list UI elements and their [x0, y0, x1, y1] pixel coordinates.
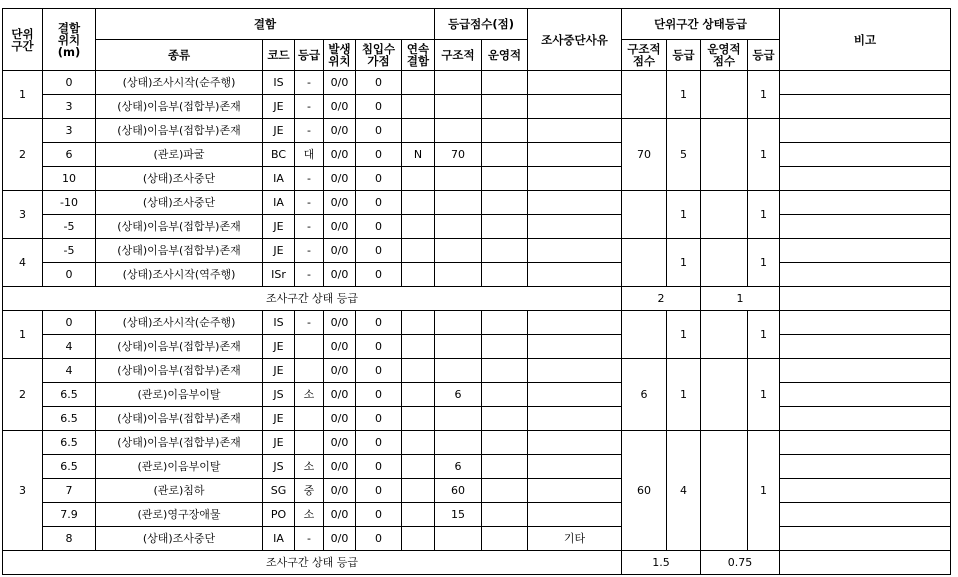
- unit-struct-score-cell: 60: [622, 431, 667, 551]
- header-occur: 발생 위치: [324, 40, 356, 71]
- type-cell: (상태)이음부(접합부)존재: [96, 407, 263, 431]
- oper-cell: [482, 407, 528, 431]
- unit-oper-score-cell: [701, 311, 748, 359]
- infil-cell: 0: [356, 431, 402, 455]
- table-row: [3, 191, 951, 215]
- table-row: [3, 455, 951, 479]
- type-cell: (상태)조사시작(순주행): [96, 311, 263, 335]
- infil-cell: 0: [356, 455, 402, 479]
- position-cell: 0: [43, 263, 96, 287]
- code-cell: ISr: [263, 263, 295, 287]
- infil-cell: 0: [356, 71, 402, 95]
- code-cell: JE: [263, 215, 295, 239]
- struct-cell: [435, 311, 482, 335]
- stop-cell: [528, 479, 622, 503]
- type-cell: (상태)이음부(접합부)존재: [96, 95, 263, 119]
- summary-struct-grade: 2: [622, 287, 701, 311]
- cont-cell: [402, 527, 435, 551]
- unit-struct-score-cell: [622, 239, 667, 287]
- unit-grade-cell: 1: [667, 71, 701, 119]
- occur-cell: 0/0: [324, 359, 356, 383]
- code-cell: IA: [263, 167, 295, 191]
- type-cell: (상태)조사시작(순주행): [96, 71, 263, 95]
- header-cont: 연속 결함: [402, 40, 435, 71]
- infil-cell: 0: [356, 263, 402, 287]
- oper-cell: [482, 119, 528, 143]
- cont-cell: [402, 95, 435, 119]
- summary-oper-grade: 0.75: [701, 551, 780, 575]
- note-cell: [780, 383, 951, 407]
- unit-oper-score-cell: [701, 359, 748, 431]
- oper-cell: [482, 479, 528, 503]
- unit-cell: 1: [3, 71, 43, 119]
- occur-cell: 0/0: [324, 335, 356, 359]
- grade-cell: [295, 359, 324, 383]
- summary-label: 조사구간 상태 등급: [3, 551, 622, 575]
- occur-cell: 0/0: [324, 167, 356, 191]
- type-cell: (상태)조사중단: [96, 527, 263, 551]
- infil-cell: 0: [356, 383, 402, 407]
- position-cell: 7: [43, 479, 96, 503]
- note-cell: [780, 359, 951, 383]
- stop-cell: [528, 215, 622, 239]
- stop-cell: [528, 95, 622, 119]
- position-cell: 10: [43, 167, 96, 191]
- cont-cell: [402, 167, 435, 191]
- note-cell: [780, 167, 951, 191]
- unit-grade-cell: 1: [667, 311, 701, 359]
- occur-cell: 0/0: [324, 215, 356, 239]
- struct-cell: [435, 71, 482, 95]
- header-unit-grade: 단위구간 상태등급: [622, 9, 780, 40]
- cont-cell: [402, 359, 435, 383]
- header-oper-score: 운영적 점수: [701, 40, 748, 71]
- infil-cell: 0: [356, 191, 402, 215]
- note-cell: [780, 215, 951, 239]
- position-cell: 8: [43, 527, 96, 551]
- cont-cell: [402, 71, 435, 95]
- occur-cell: 0/0: [324, 479, 356, 503]
- occur-cell: 0/0: [324, 431, 356, 455]
- infil-cell: 0: [356, 311, 402, 335]
- occur-cell: 0/0: [324, 71, 356, 95]
- stop-cell: [528, 167, 622, 191]
- stop-cell: [528, 311, 622, 335]
- cont-cell: [402, 455, 435, 479]
- struct-cell: [435, 215, 482, 239]
- position-cell: 3: [43, 95, 96, 119]
- code-cell: JS: [263, 383, 295, 407]
- table-row: [3, 383, 951, 407]
- grade-cell: -: [295, 215, 324, 239]
- header-oper: 운영적: [482, 40, 528, 71]
- struct-cell: [435, 431, 482, 455]
- table-row: [3, 71, 951, 95]
- cont-cell: [402, 431, 435, 455]
- table-row: [3, 311, 951, 335]
- stop-cell: [528, 503, 622, 527]
- table-row: [3, 407, 951, 431]
- unit-oper-grade-cell: 1: [748, 359, 780, 431]
- cont-cell: [402, 263, 435, 287]
- infil-cell: 0: [356, 143, 402, 167]
- occur-cell: 0/0: [324, 503, 356, 527]
- oper-cell: [482, 167, 528, 191]
- table-row: [3, 335, 951, 359]
- position-cell: 4: [43, 335, 96, 359]
- grade-cell: [295, 407, 324, 431]
- cont-cell: [402, 239, 435, 263]
- table-row: [3, 239, 951, 263]
- note-cell: [780, 311, 951, 335]
- type-cell: (상태)이음부(접합부)존재: [96, 215, 263, 239]
- header-struct-score: 구조적 점수: [622, 40, 667, 71]
- stop-cell: [528, 143, 622, 167]
- stop-cell: [528, 335, 622, 359]
- code-cell: JE: [263, 335, 295, 359]
- occur-cell: 0/0: [324, 95, 356, 119]
- type-cell: (관로)영구장애물: [96, 503, 263, 527]
- type-cell: (상태)이음부(접합부)존재: [96, 239, 263, 263]
- grade-cell: -: [295, 119, 324, 143]
- code-cell: PO: [263, 503, 295, 527]
- type-cell: (상태)이음부(접합부)존재: [96, 359, 263, 383]
- header-struct: 구조적: [435, 40, 482, 71]
- grade-cell: -: [295, 191, 324, 215]
- infil-cell: 0: [356, 239, 402, 263]
- summary-note: [780, 551, 951, 575]
- infil-cell: 0: [356, 119, 402, 143]
- note-cell: [780, 239, 951, 263]
- grade-cell: -: [295, 95, 324, 119]
- summary-row: [3, 551, 951, 575]
- type-cell: (관로)이음부이탈: [96, 383, 263, 407]
- note-cell: [780, 527, 951, 551]
- oper-cell: [482, 215, 528, 239]
- unit-cell: 2: [3, 119, 43, 191]
- type-cell: (관로)이음부이탈: [96, 455, 263, 479]
- code-cell: IA: [263, 527, 295, 551]
- code-cell: IS: [263, 311, 295, 335]
- struct-cell: [435, 119, 482, 143]
- oper-cell: [482, 143, 528, 167]
- summary-oper-grade: 1: [701, 287, 780, 311]
- grade-cell: 소: [295, 503, 324, 527]
- summary-note: [780, 287, 951, 311]
- struct-cell: 15: [435, 503, 482, 527]
- table-row: [3, 95, 951, 119]
- unit-oper-score-cell: [701, 71, 748, 119]
- occur-cell: 0/0: [324, 263, 356, 287]
- grade-cell: 중: [295, 479, 324, 503]
- stop-cell: [528, 263, 622, 287]
- note-cell: [780, 455, 951, 479]
- occur-cell: 0/0: [324, 239, 356, 263]
- infil-cell: 0: [356, 479, 402, 503]
- position-cell: 7.9: [43, 503, 96, 527]
- position-cell: 4: [43, 359, 96, 383]
- position-cell: 6: [43, 143, 96, 167]
- position-cell: 6.5: [43, 383, 96, 407]
- table-row: [3, 431, 951, 455]
- summary-label: 조사구간 상태 등급: [3, 287, 622, 311]
- oper-cell: [482, 191, 528, 215]
- position-cell: 6.5: [43, 431, 96, 455]
- header-grade: 등급: [295, 40, 324, 71]
- cont-cell: [402, 503, 435, 527]
- summary-row: [3, 287, 951, 311]
- infil-cell: 0: [356, 215, 402, 239]
- occur-cell: 0/0: [324, 455, 356, 479]
- type-cell: (상태)이음부(접합부)존재: [96, 431, 263, 455]
- position-cell: -10: [43, 191, 96, 215]
- position-cell: -5: [43, 215, 96, 239]
- header-defect: 결함: [96, 9, 435, 40]
- grade-cell: -: [295, 239, 324, 263]
- unit-struct-score-cell: [622, 311, 667, 359]
- unit-cell: 2: [3, 359, 43, 431]
- note-cell: [780, 95, 951, 119]
- code-cell: JE: [263, 359, 295, 383]
- oper-cell: [482, 431, 528, 455]
- grade-cell: -: [295, 263, 324, 287]
- grade-cell: 소: [295, 383, 324, 407]
- note-cell: [780, 119, 951, 143]
- struct-cell: [435, 407, 482, 431]
- stop-cell: [528, 383, 622, 407]
- table-row: [3, 527, 951, 551]
- cont-cell: [402, 215, 435, 239]
- table-row: [3, 359, 951, 383]
- unit-oper-grade-cell: 1: [748, 119, 780, 191]
- code-cell: JE: [263, 431, 295, 455]
- struct-cell: [435, 167, 482, 191]
- type-cell: (상태)이음부(접합부)존재: [96, 335, 263, 359]
- header-stop-reason: 조사중단사유: [528, 9, 622, 71]
- unit-oper-grade-cell: 1: [748, 431, 780, 551]
- note-cell: [780, 143, 951, 167]
- stop-cell: [528, 359, 622, 383]
- oper-cell: [482, 455, 528, 479]
- struct-cell: [435, 191, 482, 215]
- header-grade-2: 등급: [667, 40, 701, 71]
- struct-cell: 6: [435, 383, 482, 407]
- oper-cell: [482, 359, 528, 383]
- code-cell: BC: [263, 143, 295, 167]
- code-cell: JE: [263, 119, 295, 143]
- position-cell: 6.5: [43, 407, 96, 431]
- header-grade-score: 등급점수(점): [435, 9, 528, 40]
- occur-cell: 0/0: [324, 383, 356, 407]
- stop-cell: [528, 119, 622, 143]
- unit-grade-cell: 1: [667, 359, 701, 431]
- header-code: 코드: [263, 40, 295, 71]
- cont-cell: [402, 335, 435, 359]
- stop-cell: [528, 71, 622, 95]
- cont-cell: N: [402, 143, 435, 167]
- grade-cell: -: [295, 71, 324, 95]
- struct-cell: [435, 239, 482, 263]
- oper-cell: [482, 335, 528, 359]
- code-cell: JE: [263, 407, 295, 431]
- code-cell: JE: [263, 95, 295, 119]
- unit-grade-cell: 4: [667, 431, 701, 551]
- position-cell: 6.5: [43, 455, 96, 479]
- type-cell: (상태)이음부(접합부)존재: [96, 119, 263, 143]
- occur-cell: 0/0: [324, 191, 356, 215]
- unit-oper-grade-cell: 1: [748, 239, 780, 287]
- unit-oper-score-cell: [701, 239, 748, 287]
- grade-cell: 대: [295, 143, 324, 167]
- grade-cell: -: [295, 527, 324, 551]
- struct-cell: [435, 359, 482, 383]
- oper-cell: [482, 239, 528, 263]
- unit-cell: 3: [3, 191, 43, 239]
- header-note: 비고: [780, 9, 951, 71]
- infil-cell: 0: [356, 527, 402, 551]
- unit-struct-score-cell: 70: [622, 119, 667, 191]
- type-cell: (상태)조사시작(역주행): [96, 263, 263, 287]
- stop-cell: [528, 239, 622, 263]
- cont-cell: [402, 383, 435, 407]
- note-cell: [780, 335, 951, 359]
- note-cell: [780, 479, 951, 503]
- struct-cell: 70: [435, 143, 482, 167]
- position-cell: -5: [43, 239, 96, 263]
- stop-cell: [528, 431, 622, 455]
- position-cell: 0: [43, 71, 96, 95]
- unit-oper-grade-cell: 1: [748, 191, 780, 239]
- occur-cell: 0/0: [324, 311, 356, 335]
- cont-cell: [402, 191, 435, 215]
- code-cell: JE: [263, 239, 295, 263]
- note-cell: [780, 71, 951, 95]
- oper-cell: [482, 71, 528, 95]
- infil-cell: 0: [356, 335, 402, 359]
- struct-cell: 60: [435, 479, 482, 503]
- header-row-1: [3, 9, 951, 40]
- position-cell: 3: [43, 119, 96, 143]
- position-cell: 0: [43, 311, 96, 335]
- struct-cell: [435, 527, 482, 551]
- infil-cell: 0: [356, 95, 402, 119]
- code-cell: JS: [263, 455, 295, 479]
- struct-cell: [435, 95, 482, 119]
- occur-cell: 0/0: [324, 143, 356, 167]
- stop-cell: [528, 455, 622, 479]
- grade-cell: [295, 431, 324, 455]
- oper-cell: [482, 527, 528, 551]
- grade-cell: 소: [295, 455, 324, 479]
- infil-cell: 0: [356, 167, 402, 191]
- table-row: [3, 503, 951, 527]
- occur-cell: 0/0: [324, 527, 356, 551]
- stop-cell: [528, 191, 622, 215]
- unit-oper-score-cell: [701, 191, 748, 239]
- grade-cell: -: [295, 167, 324, 191]
- unit-grade-cell: 1: [667, 239, 701, 287]
- cont-cell: [402, 407, 435, 431]
- code-cell: IS: [263, 71, 295, 95]
- struct-cell: 6: [435, 455, 482, 479]
- header-unit: 단위 구간: [3, 9, 43, 71]
- unit-oper-score-cell: [701, 431, 748, 551]
- infil-cell: 0: [356, 503, 402, 527]
- unit-oper-score-cell: [701, 119, 748, 191]
- unit-struct-score-cell: [622, 191, 667, 239]
- note-cell: [780, 191, 951, 215]
- survey-table: [2, 8, 951, 575]
- stop-cell: [528, 407, 622, 431]
- cont-cell: [402, 119, 435, 143]
- unit-oper-grade-cell: 1: [748, 311, 780, 359]
- code-cell: IA: [263, 191, 295, 215]
- stop-cell: 기타: [528, 527, 622, 551]
- unit-cell: 3: [3, 431, 43, 551]
- type-cell: (관로)파굴: [96, 143, 263, 167]
- unit-oper-grade-cell: 1: [748, 71, 780, 119]
- cont-cell: [402, 311, 435, 335]
- infil-cell: 0: [356, 407, 402, 431]
- table-row: [3, 263, 951, 287]
- cont-cell: [402, 479, 435, 503]
- oper-cell: [482, 311, 528, 335]
- note-cell: [780, 263, 951, 287]
- code-cell: SG: [263, 479, 295, 503]
- unit-cell: 1: [3, 311, 43, 359]
- header-grade-3: 등급: [748, 40, 780, 71]
- unit-grade-cell: 1: [667, 191, 701, 239]
- grade-cell: -: [295, 311, 324, 335]
- oper-cell: [482, 263, 528, 287]
- unit-cell: 4: [3, 239, 43, 287]
- type-cell: (상태)조사중단: [96, 191, 263, 215]
- oper-cell: [482, 95, 528, 119]
- struct-cell: [435, 263, 482, 287]
- table-row: [3, 479, 951, 503]
- unit-struct-score-cell: [622, 71, 667, 119]
- table-row: [3, 143, 951, 167]
- oper-cell: [482, 503, 528, 527]
- type-cell: (상태)조사중단: [96, 167, 263, 191]
- infil-cell: 0: [356, 359, 402, 383]
- table-row: [3, 167, 951, 191]
- unit-struct-score-cell: 6: [622, 359, 667, 431]
- oper-cell: [482, 383, 528, 407]
- header-position: 결함 위치 (m): [43, 9, 96, 71]
- table-row: [3, 119, 951, 143]
- type-cell: (관로)침하: [96, 479, 263, 503]
- occur-cell: 0/0: [324, 407, 356, 431]
- note-cell: [780, 503, 951, 527]
- struct-cell: [435, 335, 482, 359]
- occur-cell: 0/0: [324, 119, 356, 143]
- note-cell: [780, 407, 951, 431]
- table-row: [3, 215, 951, 239]
- header-infil: 침입수 가점: [356, 40, 402, 71]
- grade-cell: [295, 335, 324, 359]
- unit-grade-cell: 5: [667, 119, 701, 191]
- header-type: 종류: [96, 40, 263, 71]
- note-cell: [780, 431, 951, 455]
- summary-struct-grade: 1.5: [622, 551, 701, 575]
